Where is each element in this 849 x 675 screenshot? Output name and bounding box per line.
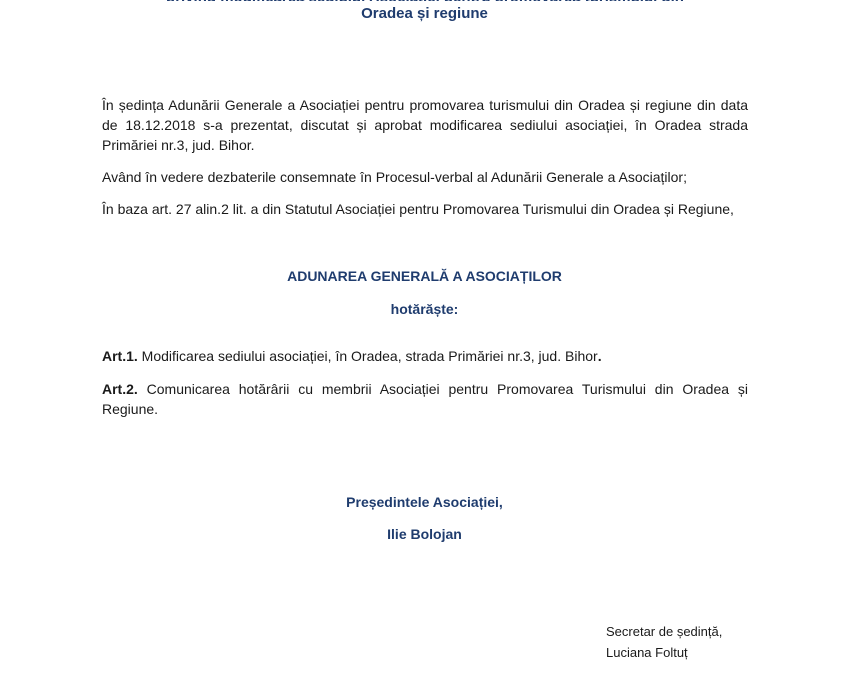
secretary-title: Secretar de ședință, [606, 624, 723, 639]
paragraph-considering: Având în vedere dezbaterile consemnate în Procesul-verbal al Adunării Generale a Asociaților; [102, 169, 687, 185]
article-1 [102, 346, 748, 366]
decides-heading: hotărăște: [390, 301, 459, 317]
article-2 [102, 379, 748, 419]
article-1-end: . [597, 348, 602, 364]
paragraph-legal-basis: În baza art. 27 alin.2 lit. a din Statutul Asociației pentru Promovarea Turismului din Oradea și Regiune, [102, 201, 734, 217]
article-1-text: Modificarea sediului asociației, în Oradea, strada Primăriei nr.3, jud. Bihor [137, 348, 598, 364]
president-name: Ilie Bolojan [387, 526, 462, 542]
assembly-heading: ADUNAREA GENERALĂ A ASOCIAȚILOR [287, 268, 562, 284]
document-title-line2: Oradea și regiune [361, 5, 488, 22]
article-1-label: Art.1. [102, 348, 138, 364]
article-2-text: Comunicarea hotărârii cu membrii Asociației pentru Promovarea Turismului din Oradea și Regiune. [102, 381, 748, 417]
president-title: Președintele Asociației, [346, 494, 503, 510]
paragraph-session: În ședința Adunării Generale a Asociației pentru promovarea turismului din Oradea și regiune din data de 18.12.2018 s-a prezentat, discutat și aprobat modificarea sediului asociației, în Oradea strada Primăriei nr.3, jud. Bihor. [102, 97, 748, 153]
document-title-line1 [119, 0, 731, 1]
secretary-block [606, 621, 722, 663]
secretary-name: Luciana Foltuț [606, 645, 688, 660]
article-2-label: Art.2. [102, 381, 138, 397]
